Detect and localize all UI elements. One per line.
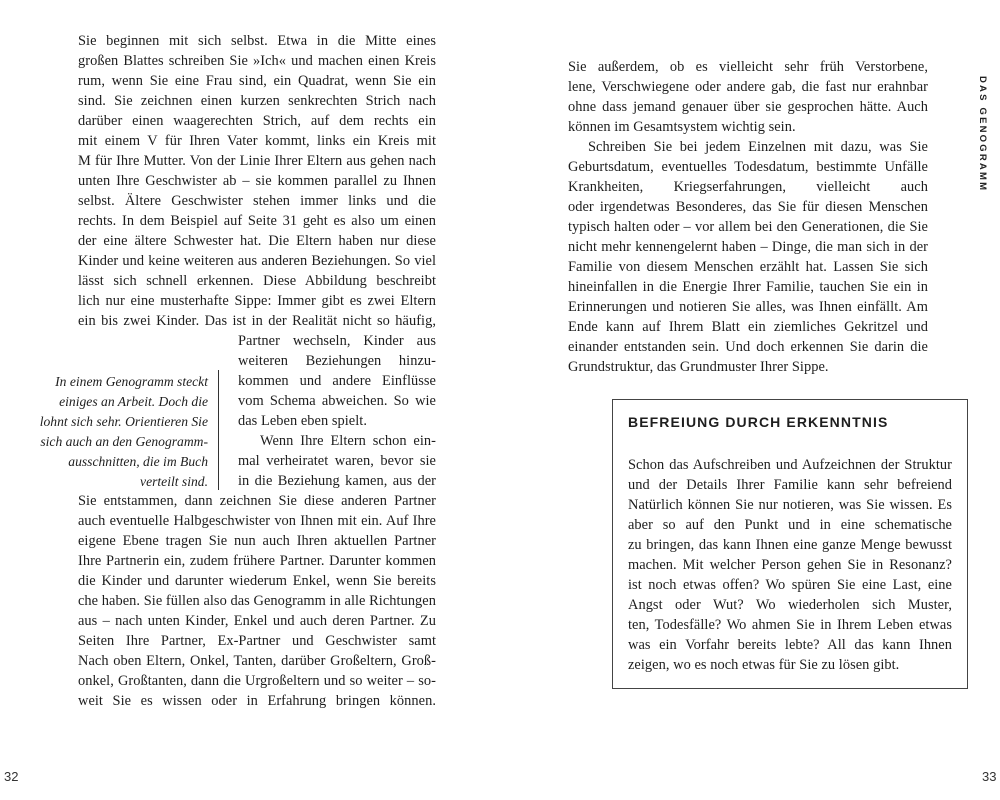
margin-note-line: einiges an Arbeit. Doch die (59, 394, 208, 409)
margin-note-line: In einem Genogramm steckt (55, 374, 208, 389)
text-line: können im Gesamtsystem wichtig sein. (568, 119, 796, 135)
margin-note-rule (218, 370, 219, 490)
text-line: Sie beginnen mit sich selbst. Etwa in die Mitte eines (78, 33, 436, 49)
text-line: oder irgendetwas Besonderes, das Sie für diesen Menschen (568, 199, 928, 215)
margin-note-line: verteilt sind. (140, 474, 208, 489)
page-number-left: 32 (4, 769, 19, 784)
text-line: Schon das Aufschreiben und Aufzeichnen der Struktur (628, 457, 952, 473)
text-line: auch eventuelle Halbgeschwister von Ihnen mit ein. Auf Ihre (78, 513, 436, 529)
text-line: hineinfallen in die Energie Ihrer Familie, tauchen Sie ein in (568, 279, 928, 295)
text-line: Geburtsdatum, eventuelles Todesdatum, bestimmte Unfälle (568, 159, 928, 175)
text-line: aber so auf den Punkt und in eine schematische (628, 517, 952, 533)
text-line: Nach oben Eltern, Onkel, Tanten, darüber Großeltern, Groß- (78, 653, 436, 669)
text-line: ist noch etwas offen? Wo spüren Sie eine Last, eine (628, 577, 952, 593)
text-line: in die Beziehung kamen, aus der (238, 473, 436, 489)
text-line: vom Schema abweichen. So wie (238, 393, 436, 409)
text-line: die Kinder und darunter wiederum Enkel, wenn Sie bereits (78, 573, 436, 589)
text-line: Partner wechseln, Kinder aus (238, 333, 436, 349)
text-line: zeigen, wo es noch etwas für Sie zu lösen gibt. (628, 657, 900, 673)
text-line: weiteren Beziehungen hinzu- (238, 353, 436, 369)
text-line: großen Blattes schreiben Sie »Ich« und machen einen Kreis (78, 53, 436, 69)
text-line: machen. Mit welcher Person gehen Sie in Resonanz? (628, 557, 952, 573)
text-line: Seiten Ihre Partner, Ex-Partner und Geschwister samt (78, 633, 436, 649)
text-line: M für Ihre Mutter. Von der Linie Ihrer Eltern aus gehen nach (78, 153, 436, 169)
text-line: Natürlich können Sie nur notieren, was Sie wissen. Es (628, 497, 952, 513)
text-line: Schreiben Sie bei jedem Einzelnen mit dazu, was Sie (588, 139, 928, 155)
margin-note-line: sich auch an den Genogramm- (40, 434, 208, 449)
text-line: lene, Verschwiegene oder andere gab, die fast nur erahnbar (568, 79, 928, 95)
text-line: das Leben eben spielt. (238, 413, 367, 429)
text-line: mal verheiratet waren, bevor sie (238, 453, 436, 469)
text-line: Angst oder Wut? Wo wiederholen sich Muster, (628, 597, 952, 613)
text-line: nicht mehr kennengelernt haben – Dinge, die man sich in der (568, 239, 928, 255)
text-line: aus – nach unten Kinder, Enkel und auch deren Partner. Zu (78, 613, 436, 629)
text-line: und der Details Ihrer Familie kann sehr befreiend (628, 477, 952, 493)
text-line: ten, Todesfälle? Wo ahmen Sie in Ihrem Leben etwas (628, 617, 952, 633)
text-line: einander entstanden sein. Und doch erkennen Sie darin die (568, 339, 928, 355)
text-line: eigene Ebene tragen Sie nun auch Ihren aktuellen Partner (78, 533, 436, 549)
text-line: mit einem V für Ihren Vater kommt, links ein Kreis mit (78, 133, 436, 149)
text-line: der eine ältere Schwester hat. Die Eltern haben nur diese (78, 233, 436, 249)
info-box-title: BEFREIUNG DURCH ERKENNTNIS (628, 414, 889, 430)
text-line: lich nur eine musterhafte Sippe: Immer gibt es zwei Eltern (78, 293, 436, 309)
text-line: Kinder und keine weiteren aus anderen Beziehungen. So viel (78, 253, 436, 269)
text-line: Sie außerdem, ob es vielleicht sehr früh Verstorbene, (568, 59, 928, 75)
margin-note-line: lohnt sich sehr. Orientieren Sie (39, 414, 208, 429)
text-line: selbst. Ältere Geschwister stehen immer links und die (78, 193, 436, 209)
text-line: ein bis zwei Kinder. Das ist in der Realität nicht so häufig, (78, 313, 436, 329)
text-line: kommen und andere Einflüsse (238, 373, 436, 389)
text-line: Wenn Ihre Eltern schon ein- (260, 433, 436, 449)
margin-note-line: ausschnitten, die im Buch (68, 454, 208, 469)
text-line: Ende kann auf Ihrem Blatt ein ziemliches Gekritzel und (568, 319, 928, 335)
text-line: darüber einen waagerechten Strich, auf dem rechts ein (78, 113, 436, 129)
text-line: typisch halten oder – vor allem bei den Generationen, die Sie (568, 219, 928, 235)
text-line: Krankheiten, Kriegserfahrungen, vielleicht auch (568, 179, 928, 195)
text-line: che haben. Sie füllen also das Genogramm in alle Richtungen (78, 593, 436, 609)
text-line: Sie entstammen, dann zeichnen Sie diese anderen Partner (78, 493, 436, 509)
text-line: was ein Vorfahr bereits lebte? All das kann Ihnen (628, 637, 952, 653)
text-line: Grundstruktur, das Grundmuster Ihrer Sippe. (568, 359, 829, 375)
text-line: rum, wenn Sie eine Frau sind, ein Quadrat, wenn Sie ein (78, 73, 436, 89)
text-line: Ihre Partnerin ein, zudem frühere Partner. Darunter kommen (78, 553, 436, 569)
text-line: onkel, Großtanten, dann die Urgroßeltern und so weiter – so- (78, 673, 436, 689)
page-number-right: 33 (982, 769, 997, 784)
text-line: unten Ihre Geschwister ab – sie kommen parallel zu Ihnen (78, 173, 436, 189)
text-line: ohne dass jemand genauer über sie gesprochen hätte. Auch (568, 99, 928, 115)
text-line: Familie von diesem Menschen erzählt hat. Lassen Sie sich (568, 259, 928, 275)
text-line: weit Sie es wissen oder in Erfahrung bringen können. (78, 693, 436, 709)
running-head: DAS GENOGRAMM (977, 76, 988, 193)
text-line: sind. Sie zeichnen einen kurzen senkrechten Strich nach (78, 93, 436, 109)
text-line: lässt sich schnell erkennen. Diese Abbildung beschreibt (78, 273, 436, 289)
text-line: rechts. In dem Beispiel auf Seite 31 geht es also um einen (78, 213, 436, 229)
text-line: zu bringen, das kann Ihnen eine ganze Menge bewusst (628, 537, 952, 553)
text-line: Erinnerungen und notieren Sie alles, was Ihnen einfällt. Am (568, 299, 928, 315)
